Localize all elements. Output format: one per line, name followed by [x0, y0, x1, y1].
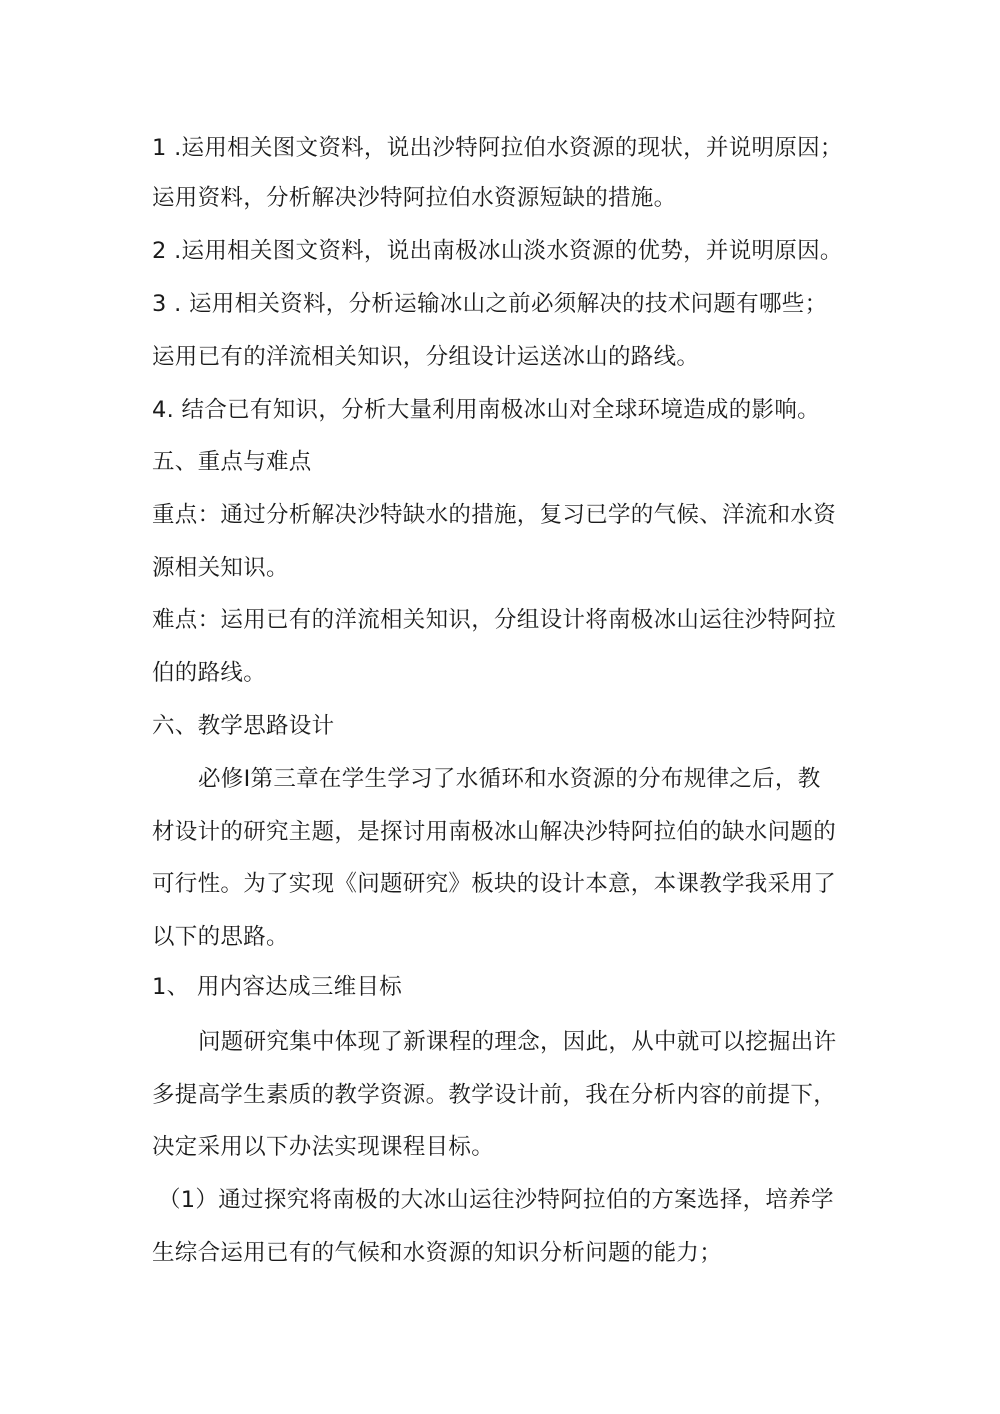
subsection-heading-1: 1、 用内容达成三维目标: [152, 974, 403, 1000]
design-paragraph-line-1: 必修Ⅰ第三章在学生学习了水循环和水资源的分布规律之后，教: [198, 766, 821, 792]
subsection-paragraph-line-3: 决定采用以下办法实现课程目标。: [152, 1134, 495, 1160]
objective-4: 4. 结合已有知识，分析大量利用南极冰山对全球环境造成的影响。: [152, 397, 820, 423]
objective-2: 2 .运用相关图文资料，说出南极冰山淡水资源的优势，并说明原因。: [152, 238, 843, 264]
objective-3-line-1: 3 . 运用相关资料，分析运输冰山之前必须解决的技术问题有哪些；: [152, 291, 828, 317]
section-heading-key-points: 五、重点与难点: [152, 449, 312, 475]
sub-item-1-line-2: 生综合运用已有的气候和水资源的知识分析问题的能力；: [152, 1240, 723, 1266]
design-paragraph-line-4: 以下的思路。: [152, 924, 289, 950]
objective-1-line-1: 1 .运用相关图文资料，说出沙特阿拉伯水资源的现状，并说明原因；: [152, 135, 843, 161]
sub-item-1-line-1: （1）通过探究将南极的大冰山运往沙特阿拉伯的方案选择，培养学: [158, 1187, 834, 1213]
design-paragraph-line-3: 可行性。为了实现《问题研究》板块的设计本意，本课教学我采用了: [152, 871, 837, 897]
difficulty-line-2: 伯的路线。: [152, 660, 267, 686]
objective-3-line-2: 运用已有的洋流相关知识，分组设计运送冰山的路线。: [152, 344, 700, 370]
design-paragraph-line-2: 材设计的研究主题，是探讨用南极冰山解决沙特阿拉伯的缺水问题的: [152, 819, 837, 845]
objective-1-line-2: 运用资料，分析解决沙特阿拉伯水资源短缺的措施。: [152, 185, 677, 211]
difficulty-line-1: 难点：运用已有的洋流相关知识，分组设计将南极冰山运往沙特阿拉: [152, 607, 837, 633]
key-point-line-1: 重点：通过分析解决沙特缺水的措施，复习已学的气候、洋流和水资: [152, 502, 837, 528]
key-point-line-2: 源相关知识。: [152, 555, 289, 581]
subsection-paragraph-line-1: 问题研究集中体现了新课程的理念，因此，从中就可以挖掘出许: [198, 1029, 837, 1055]
subsection-paragraph-line-2: 多提高学生素质的教学资源。教学设计前，我在分析内容的前提下，: [152, 1082, 837, 1108]
section-heading-teaching-design: 六、教学思路设计: [152, 713, 335, 739]
